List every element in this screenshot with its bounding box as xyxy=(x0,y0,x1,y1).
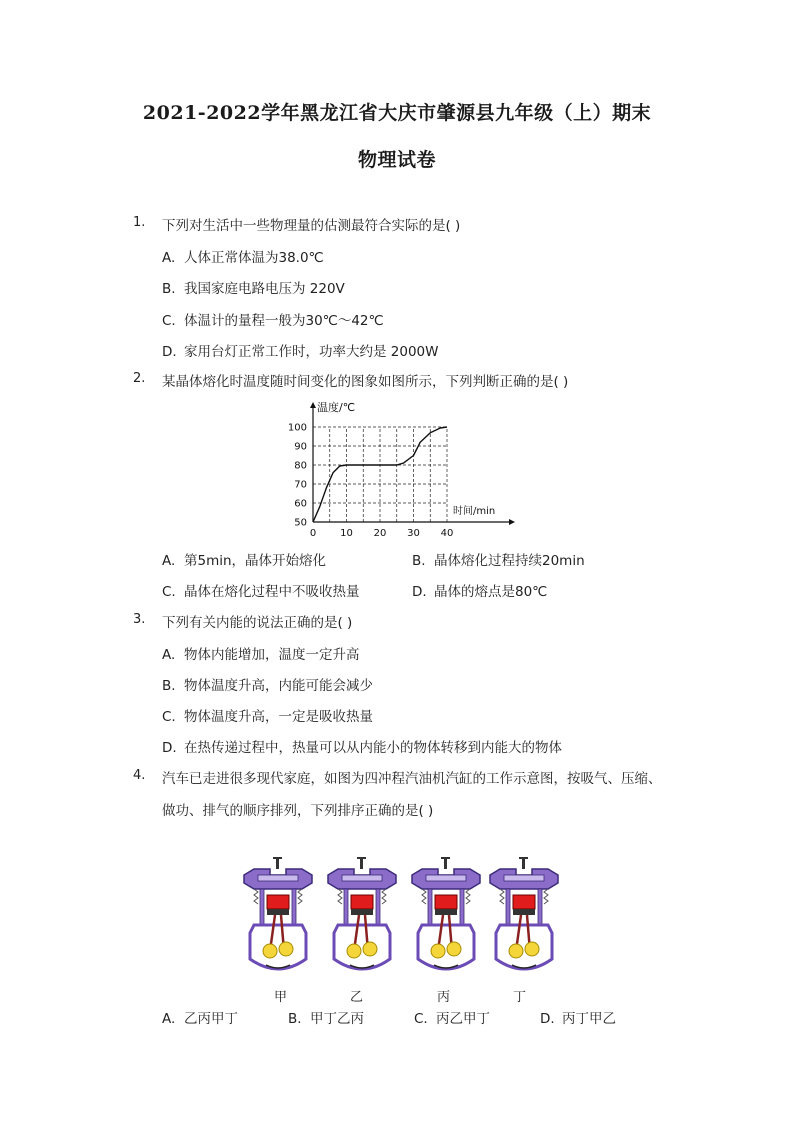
option-item: A. 乙丙甲丁 xyxy=(162,1011,238,1027)
y-tick-label: 50 xyxy=(294,517,307,529)
y-tick-label: 80 xyxy=(294,460,307,472)
question-stem-line1: 汽车已走进很多现代家庭，如图为四冲程汽油机汽缸的工作示意图，按吸气、压缩、 xyxy=(162,771,662,787)
option-item: B. 我国家庭电路电压为 220V xyxy=(162,281,345,297)
y-axis-arrow xyxy=(310,402,316,408)
option-item: C. 晶体在熔化过程中不吸收热量 xyxy=(162,584,360,600)
melting-chart xyxy=(285,396,520,544)
option-item: A. 物体内能增加，温度一定升高 xyxy=(162,647,360,663)
engine-jia xyxy=(244,857,312,969)
engine-bing xyxy=(412,857,480,969)
x-axis-label: 时间/min xyxy=(453,506,496,517)
option-item: A. 人体正常体温为38.0℃ xyxy=(162,250,324,266)
option-item: C. 物体温度升高，一定是吸收热量 xyxy=(162,709,373,725)
option-item: C. 体温计的量程一般为30℃～42℃ xyxy=(162,313,384,329)
page-subtitle: 物理试卷 xyxy=(357,149,436,171)
engine-label-yi: 乙 xyxy=(350,990,364,1005)
x-tick-label: 0 xyxy=(309,528,317,539)
question-stem: 某晶体熔化时温度随时间变化的图象如图所示，下列判断正确的是( ) xyxy=(162,374,569,390)
engine-label-jia: 甲 xyxy=(274,990,288,1005)
y-tick-label: 100 xyxy=(287,422,307,434)
y-axis-label: 温度/℃ xyxy=(317,401,356,414)
y-tick-label: 60 xyxy=(294,498,307,510)
option-item: B. 甲丁乙丙 xyxy=(288,1011,364,1027)
option-item: D. 晶体的熔点是80℃ xyxy=(412,584,548,600)
engine-svg xyxy=(240,855,570,990)
engine-label-ding: 丁 xyxy=(513,990,527,1005)
engine-ding xyxy=(490,857,558,969)
question-stem: 下列有关内能的说法正确的是( ) xyxy=(162,615,353,631)
option-item: D. 家用台灯正常工作时，功率大约是 2000W xyxy=(162,344,439,360)
y-tick-label: 90 xyxy=(294,441,307,453)
x-tick-label: 30 xyxy=(407,528,420,539)
option-item: B. 晶体熔化过程持续20min xyxy=(412,553,585,569)
question-number: 2. xyxy=(133,371,146,386)
page-title: 2021-2022学年黑龙江省大庆市肇源县九年级（上）期末 xyxy=(142,102,652,124)
question-number: 3. xyxy=(133,612,146,627)
option-item: A. 第5min，晶体开始熔化 xyxy=(162,553,327,569)
engine-yi xyxy=(328,857,396,969)
option-item: C. 丙乙甲丁 xyxy=(414,1011,490,1027)
chart-svg xyxy=(285,396,520,544)
question-number: 1. xyxy=(133,215,146,230)
x-tick-label: 20 xyxy=(373,528,387,539)
option-item: D. 在热传递过程中，热量可以从内能小的物体转移到内能大的物体 xyxy=(162,740,562,756)
x-tick-label: 40 xyxy=(440,528,454,539)
x-tick-label: 10 xyxy=(340,528,353,539)
option-item: D. 丙丁甲乙 xyxy=(540,1011,616,1027)
x-axis-arrow xyxy=(509,519,515,525)
engine-label-bing: 丙 xyxy=(437,990,451,1005)
option-item: B. 物体温度升高，内能可能会减少 xyxy=(162,678,373,694)
y-tick-label: 70 xyxy=(294,479,307,491)
question-stem: 下列对生活中一些物理量的估测最符合实际的是( ) xyxy=(162,218,461,234)
question-number: 4. xyxy=(133,768,146,783)
question-stem-line2: 做功、排气的顺序排列，下列排序正确的是( ) xyxy=(162,803,434,819)
engine-diagram xyxy=(240,855,570,990)
